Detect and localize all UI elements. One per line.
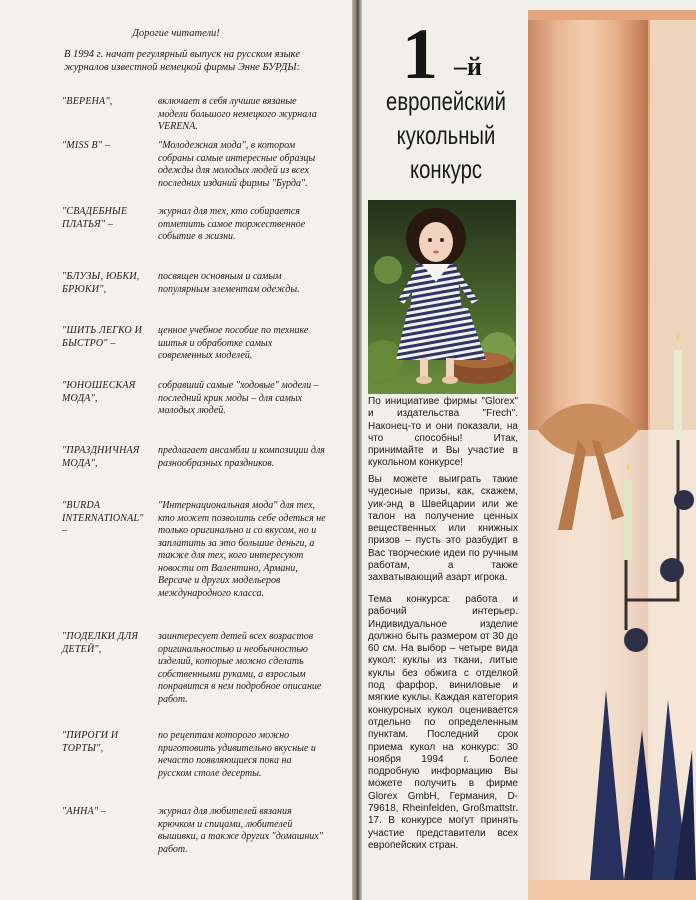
magazine-description: собравший самые "ходовые" модели – последний крик моды – для самых молодых людей. xyxy=(158,380,319,416)
headline-suffix: –й xyxy=(454,52,482,81)
magazine-description: по рецептам которого можно приготовить удивительно вкусные и нечасто появляющиеся пока на русском столе десерты. xyxy=(158,730,316,779)
headline-line: конкурс xyxy=(409,154,483,184)
page-gutter xyxy=(352,0,362,900)
magazine-name: "BURDA INTERNATIONAL" – xyxy=(62,500,144,536)
magazine-description: заинтересует детей всех возрастов оригинальностью и необычностью изделий, которые можно сделать собственными руками, а взрослым понравится в нем подробное описание работ. xyxy=(158,631,322,705)
magazine-name: "ПИРОГИ И ТОРТЫ", xyxy=(62,730,119,754)
magazine-description: предлагает ансамбли и композиции для разнообразных праздников. xyxy=(158,445,325,469)
magazine-name: "БЛУЗЫ, ЮБКИ, БРЮКИ", xyxy=(62,271,140,295)
contest-rules-paragraph: Тема конкурса: работа и рабочий интерьер. Индивидуальное изделие должно быть размером от 30 до 60 см. На выбор – четыре вида кукол: куклы из ткани, литые куклы без обжига с отделкой под фарфор, виниловые и мягкие куклы. Каждая категория конкурсных кукол оценивается отдельно по определенным пунктам. Последний срок приема кукол на конкурс: 30 ноября 1994 г. Более подробную информацию Вы можете получить в фирме Glorex GmbH, Германия, D-79618, Rheinfelden, Großmattstr. 17. В конкурсе могут принять участие представители всех европейских стран. xyxy=(368,594,518,851)
doll-photo xyxy=(368,200,516,394)
greeting: Дорогие читатели! xyxy=(132,28,220,39)
prizes-paragraph: Вы можете выиграть такие чудесные призы, как, скажем, уик-энд в Швейцарии или же талон на получение ценных вещественных или книжных призов – пусть это разбудит в Вас творческие идеи по ручным работам, а также захватывающий азарт игрока. xyxy=(368,474,518,584)
magazine-description: включает в себя лучшие вязаные модели большого немецкого журнала VERENA. xyxy=(158,96,317,132)
magazine-description: "Молодежная мода", в котором собраны самые интересные образцы одежды для молодых людей из всех последних изданий фирмы "Бурда". xyxy=(158,140,316,189)
magazine-name: "ЮНОШЕСКАЯ МОДА", xyxy=(62,380,136,404)
magazine-description: "Интернациональная мода" для тех, кто может позволить себе одеться не только оригинально и со вкусом, но и заплатить за это большие деньги, а также для тех, кого интересуют новости от Валентино, Армани, Версаче и других модельеров международного класса. xyxy=(158,500,326,599)
headline-number: 1 xyxy=(402,14,438,94)
magazine-name: "ШИТЬ ЛЕГКО И БЫСТРО" – xyxy=(62,325,143,349)
magazine-description: журнал для тех, кто собирается отметить самое торжественное событие в жизни. xyxy=(158,206,306,242)
contest-intro-paragraph: По инициативе фирмы "Glorex" и издательства "Frech". Наконец-то и они показали, на что способны! Итак, принимайте и Вы участие в кукольном конкурсе! xyxy=(368,396,518,469)
intro-paragraph: В 1994 г. начат регулярный выпуск на русском языке журналов известной немецкой фирмы Энне БУРДЫ: xyxy=(64,49,300,73)
magazine-name: "ПРАЗДНИЧНАЯ МОДА", xyxy=(62,445,140,469)
interior-photo xyxy=(528,10,696,900)
magazine-name: "ПОДЕЛКИ ДЛЯ ДЕТЕЙ", xyxy=(62,631,139,655)
magazine-name: "ВЕРЕНА", xyxy=(62,96,113,107)
headline-line: европейский xyxy=(386,86,506,116)
magazine-name: "MISS B" – xyxy=(62,140,111,151)
magazine-name: "СВАДЕБНЫЕ ПЛАТЬЯ" – xyxy=(62,206,128,230)
headline-line: кукольный xyxy=(396,120,496,150)
magazine-description: журнал для любителей вязания крючком и спицами, любителей вышивки, а также других "домашних" работ. xyxy=(158,806,323,855)
magazine-name: "АННА" – xyxy=(62,806,107,817)
magazine-description: ценное учебное пособие по технике шитья и обработке самых современных моделей. xyxy=(158,325,309,361)
magazine-description: посвящен основным и самым популярным элементам одежды. xyxy=(158,271,300,295)
